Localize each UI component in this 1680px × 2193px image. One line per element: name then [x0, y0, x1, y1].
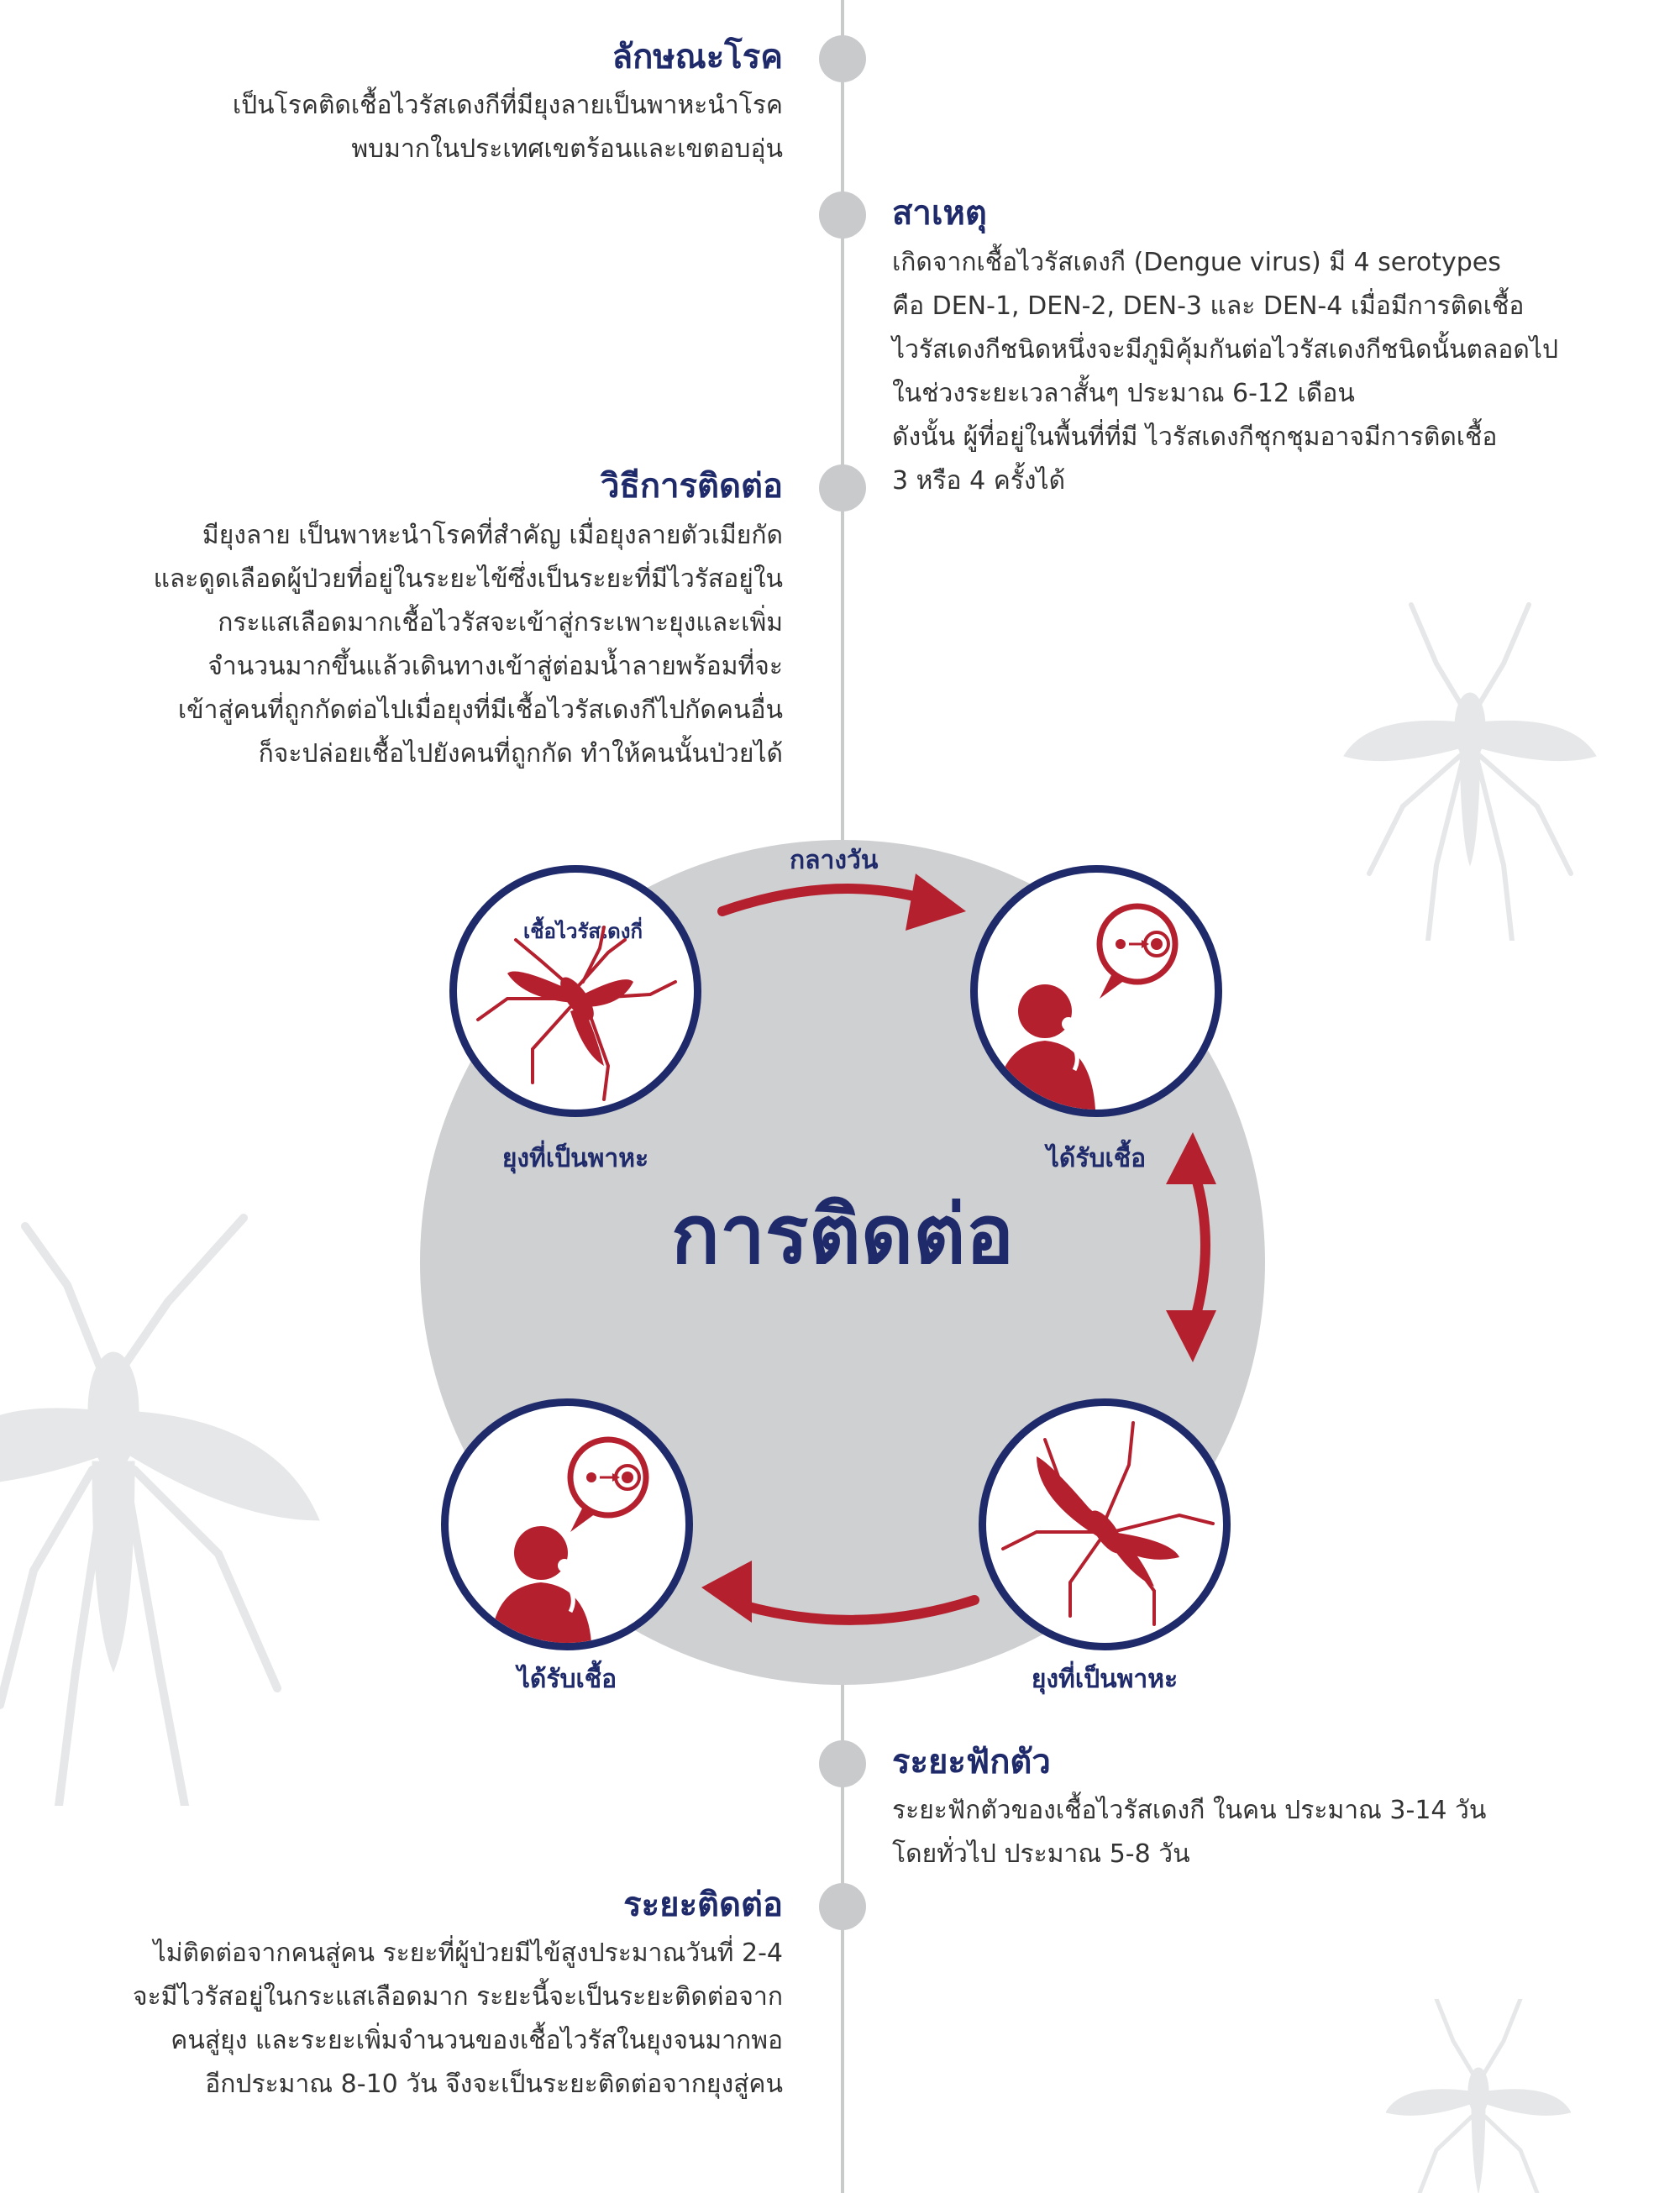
mosquito-icon: [986, 1406, 1223, 1643]
body-line: โดยทั่วไป ประมาณ 5-8 วัน: [892, 1839, 1190, 1869]
infected-person-icon: [449, 1406, 685, 1643]
body-line: เข้าสู่คนที่ถูกกัดต่อไปเมื่อยุงที่มีเชื้อไวรัสเดงกีไปกัดคนอื่น: [177, 695, 783, 725]
body-line: มียุงลาย เป็นพาหะนำโรคที่สำคัญ เมื่อยุงลายตัวเมียกัด: [202, 521, 783, 550]
body-line: ระยะฟักตัวของเชื้อไวรัสเดงกี ในคน ประมาณ 3-14 วัน: [892, 1796, 1487, 1825]
cycle-node-top-right: [970, 865, 1222, 1117]
node-inner-label: เชื้อไวรัสเดงกี่: [522, 920, 643, 943]
arrow-right-head-down: [1166, 1310, 1216, 1362]
cycle-center-title: การติดต่อ: [670, 1188, 1015, 1282]
section-body-contagious: [133, 1932, 783, 2106]
arrow-label-daytime: กลางวัน: [790, 846, 879, 875]
section-title-symptoms: ลักษณะโรค: [612, 38, 783, 76]
body-line: กระแสเลือดมากเชื้อไวรัสจะเข้าสู่กระเพาะยุงและเพิ่ม: [218, 608, 783, 637]
body-line: เป็นโรคติดเชื้อไวรัสเดงกีที่มียุงลายเป็นพาหะนำโรค: [232, 91, 783, 120]
arrow-right: [1193, 1167, 1205, 1327]
timeline-dot-contagious: [819, 1883, 866, 1930]
arrow-bottom-head: [701, 1561, 752, 1623]
mosquito-icon: [457, 873, 694, 1110]
body-line: จำนวนมากขึ้นแล้วเดินทางเข้าสู่ต่อมน้ำลายพร้อมที่จะ: [207, 652, 783, 681]
cycle-node-bottom-left: [441, 1398, 693, 1650]
body-line: จะมีไวรัสอยู่ในกระแสเลือดมาก ระยะนี้จะเป็นระยะติดต่อจาก: [133, 1982, 783, 2012]
cycle-node-top-left: [449, 865, 701, 1117]
background-mosquito-icon-bottom: [1386, 1999, 1571, 2193]
arrow-top-head: [906, 874, 966, 931]
section-body-incubation: [892, 1789, 1486, 1876]
body-line: ในช่วงระยะเวลาสั้นๆ ประมาณ 6-12 เดือน: [892, 379, 1355, 408]
body-line: พบมากในประเทศเขตร้อนและเขตอบอุ่น: [351, 134, 783, 164]
node-label-top-right: ได้รับเชื้อ: [1046, 1144, 1147, 1173]
section-title-contagious: ระยะติดต่อ: [623, 1886, 783, 1924]
section-title-transmission: วิธีการติดต่อ: [601, 467, 783, 506]
body-line: คือ DEN-1, DEN-2, DEN-3 และ DEN-4 เมื่อมีการติดเชื้อ: [892, 291, 1525, 321]
section-title-incubation: ระยะฟักตัว: [892, 1743, 1051, 1781]
body-line: ไม่ติดต่อจากคนสู่คน ระยะที่ผู้ป่วยมีไข้สูงประมาณวันที่ 2-4: [153, 1939, 783, 1968]
node-label-bottom-left: ได้รับเชื้อ: [517, 1665, 617, 1694]
arrow-bottom: [739, 1600, 974, 1620]
body-line: คนสู่ยุง และระยะเพิ่มจำนวนของเชื้อไวรัสในยุงจนมากพอ: [171, 2026, 783, 2055]
arrow-top: [722, 889, 924, 911]
node-label-top-left: ยุงที่เป็นพาหะ: [501, 1144, 649, 1173]
body-line: ไวรัสเดงกีชนิดหนึ่งจะมีภูมิคุ้มกันต่อไวรัสเดงกีชนิดนั้นตลอดไป: [892, 335, 1558, 365]
body-line: และดูดเลือดผู้ป่วยที่อยู่ในระยะไข้ซึ่งเป็นระยะที่มีไวรัสอยู่ใน: [153, 564, 783, 594]
body-line: ก็จะปล่อยเชื้อไปยังคนที่ถูกกัด ทำให้คนนั้นป่วยได้: [258, 739, 783, 769]
section-title-cause: สาเหตุ: [892, 194, 987, 233]
body-line: อีกประมาณ 8-10 วัน จึงจะเป็นระยะติดต่อจากยุงสู่คน: [205, 2070, 783, 2099]
node-label-bottom-right: ยุงที่เป็นพาหะ: [1031, 1665, 1179, 1694]
body-line: 3 หรือ 4 ครั้งได้: [892, 466, 1066, 496]
cycle-node-bottom-right: [979, 1398, 1231, 1650]
body-line: ดังนั้น ผู้ที่อยู่ในพื้นที่ที่มี ไวรัสเดงกีชุกชุมอาจมีการติดเชื้อ: [892, 422, 1498, 452]
infected-person-icon: [978, 873, 1215, 1110]
body-line: เกิดจากเชื้อไวรัสเดงกี (Dengue virus) มี 4 serotypes: [892, 248, 1501, 277]
